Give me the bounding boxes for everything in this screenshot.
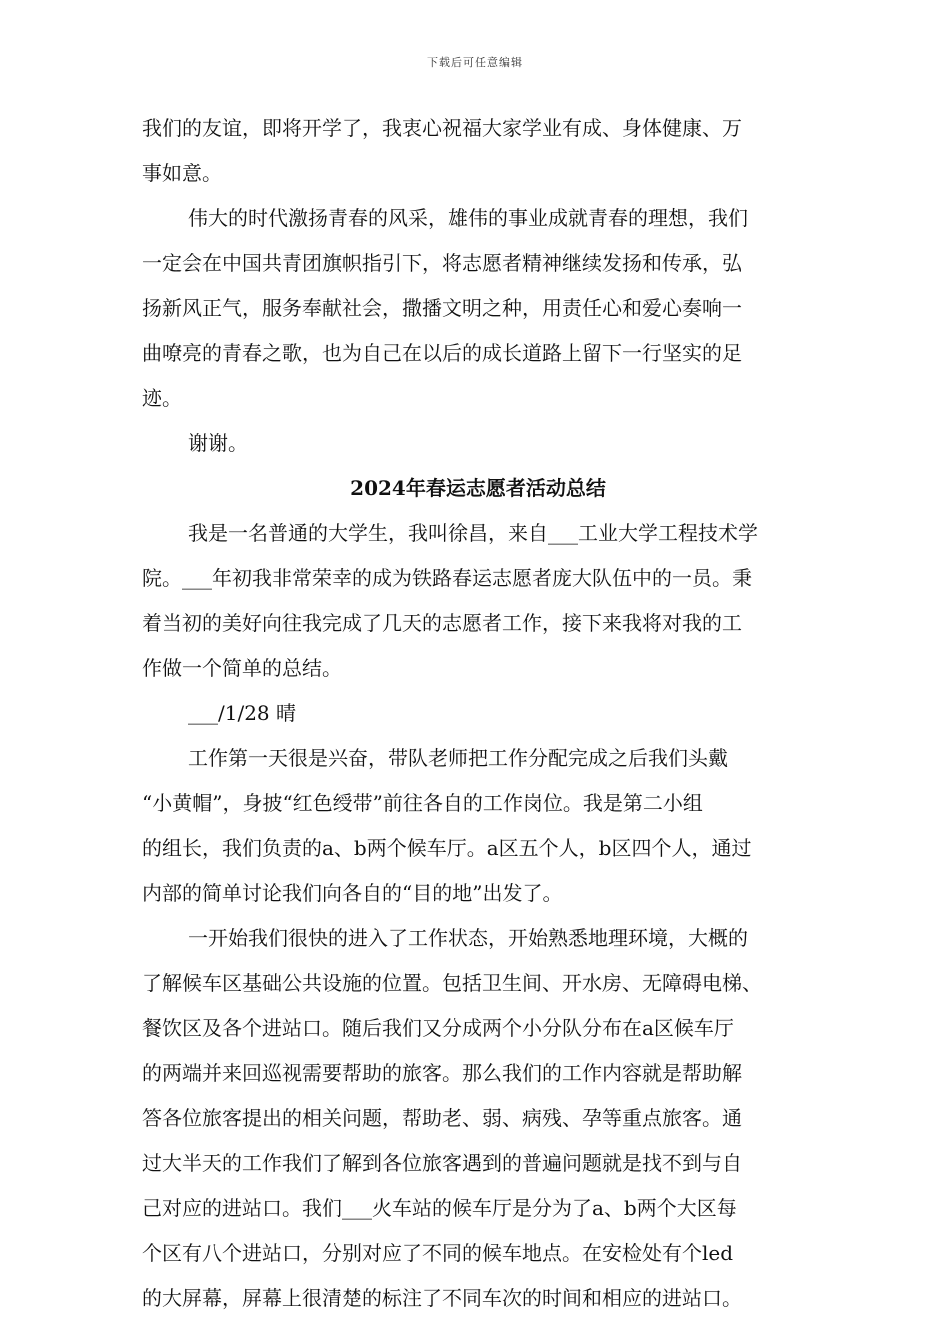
text-line: 工作第一天很是兴奋，带队老师把工作分配完成之后我们头戴 bbox=[188, 746, 728, 770]
text-line: 我们的友谊，即将开学了，我衷心祝福大家学业有成、身体健康、万 bbox=[142, 116, 742, 140]
text-line: 伟大的时代激扬青春的风采，雄伟的事业成就青春的理想，我们 bbox=[188, 206, 748, 230]
text-line: 的组长，我们负责的a、b两个候车厅。a区五个人，b区四个人，通过 bbox=[142, 836, 752, 860]
text-line: 餐饮区及各个进站口。随后我们又分成两个小分队分布在a区候车厅 bbox=[142, 1016, 734, 1040]
text-line: 谢谢。 bbox=[188, 431, 248, 455]
text-line: 己对应的进站口。我们___火车站的候车厅是分为了a、b两个大区每 bbox=[142, 1196, 737, 1220]
section-summary bbox=[142, 511, 814, 1321]
text-line: 的大屏幕，屏幕上很清楚的标注了不同车次的时间和相应的进站口。 bbox=[142, 1286, 742, 1310]
document-title: 2024年春运志愿者活动总结 bbox=[350, 476, 606, 500]
text-line: 扬新风正气，服务奉献社会，撒播文明之种，用责任心和爱心奏响一 bbox=[142, 296, 742, 320]
text-line: 了解候车区基础公共设施的位置。包括卫生间、开水房、无障碍电梯、 bbox=[142, 971, 762, 995]
text-line: 着当初的美好向往我完成了几天的志愿者工作，接下来我将对我的工 bbox=[142, 611, 742, 635]
text-line: 我是一名普通的大学生，我叫徐昌，来自___工业大学工程技术学 bbox=[188, 521, 758, 545]
text-line: 事如意。 bbox=[142, 161, 222, 185]
page-header: 下载后可任意编辑 bbox=[427, 56, 523, 69]
document-body bbox=[142, 106, 814, 1321]
text-line: 答各位旅客提出的相关问题，帮助老、弱、病残、孕等重点旅客。通 bbox=[142, 1106, 742, 1130]
text-line: 一开始我们很快的进入了工作状态，开始熟悉地理环境，大概的 bbox=[188, 926, 748, 950]
text-line: 曲嘹亮的青春之歌，也为自己在以后的成长道路上留下一行坚实的足 bbox=[142, 341, 742, 365]
text-line: ___/1/28 晴 bbox=[188, 701, 297, 725]
section-previous-speech bbox=[142, 106, 814, 466]
text-line: 一定会在中国共青团旗帜指引下，将志愿者精神继续发扬和传承，弘 bbox=[142, 251, 742, 275]
text-line: 院。___年初我非常荣幸的成为铁路春运志愿者庞大队伍中的一员。秉 bbox=[142, 566, 752, 590]
text-line: 个区有八个进站口，分别对应了不同的候车地点。在安检处有个led bbox=[142, 1241, 734, 1265]
text-line: 过大半天的工作我们了解到各位旅客遇到的普遍问题就是找不到与自 bbox=[142, 1151, 742, 1175]
text-line: 的两端并来回巡视需要帮助的旅客。那么我们的工作内容就是帮助解 bbox=[142, 1061, 742, 1085]
text-line: 内部的简单讨论我们向各自的“目的地”出发了。 bbox=[142, 881, 563, 905]
text-line: “小黄帽”，身披“红色绶带”前往各自的工作岗位。我是第二小组 bbox=[142, 791, 703, 815]
text-line: 作做一个简单的总结。 bbox=[142, 656, 342, 680]
text-line: 迹。 bbox=[142, 386, 182, 410]
